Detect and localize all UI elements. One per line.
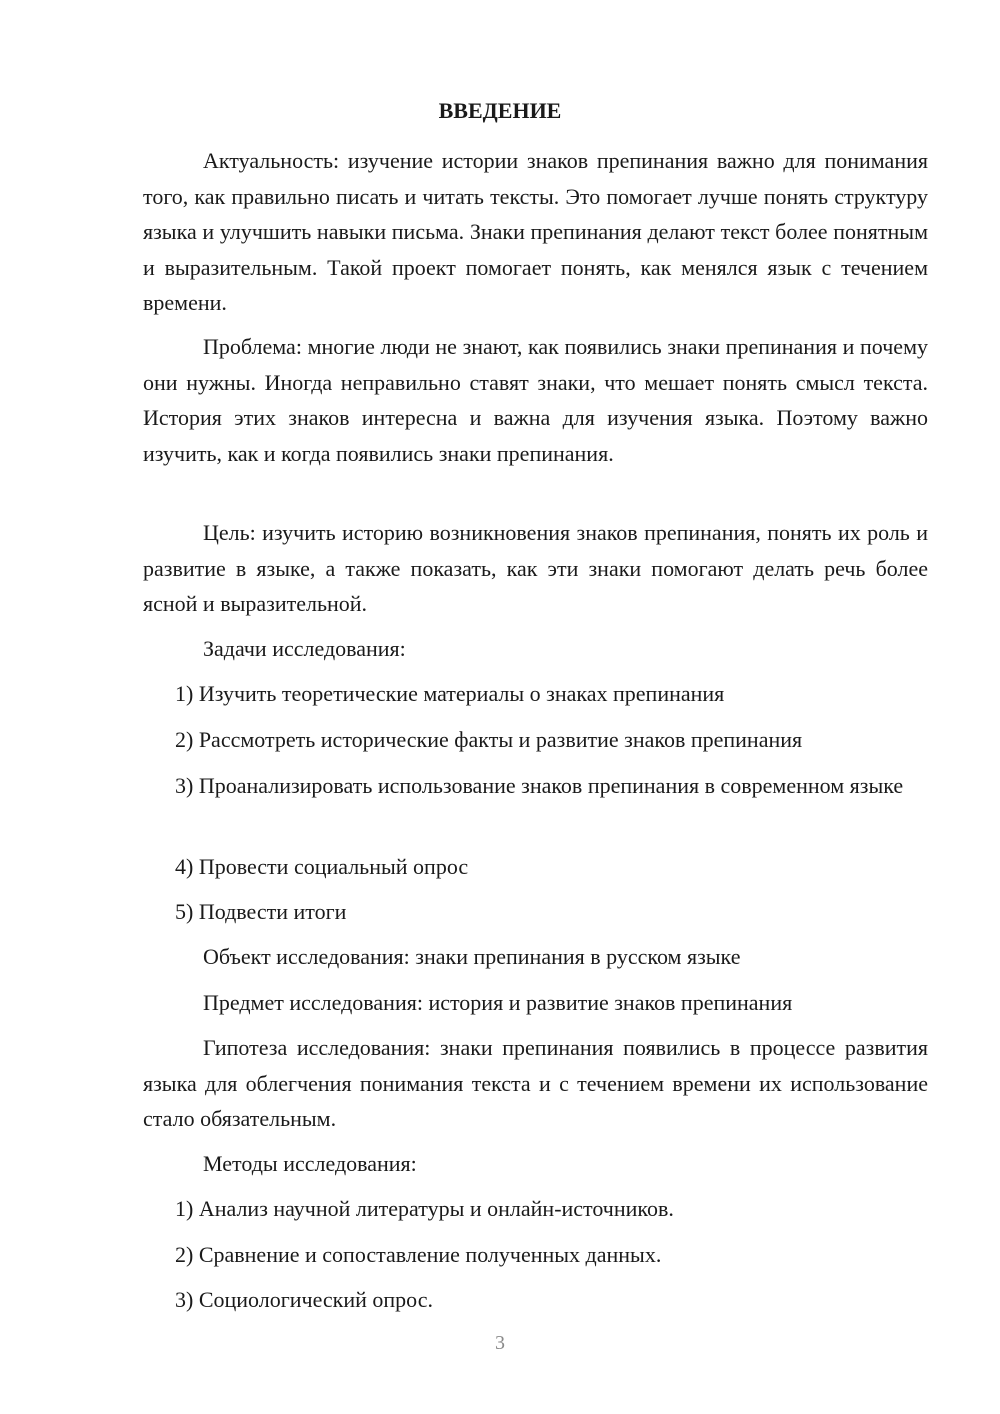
problem-paragraph: Проблема: многие люди не знают, как появились знаки препинания и почему они нужны. Иногда неправильно ставят знаки, что мешает понять смысл текста. История этих знаков интересна и важна для изучения языка. Поэтому важно изучить, как и когда появились знаки препинания. <box>143 334 928 466</box>
tasks-heading: Задачи исследования: <box>203 636 406 661</box>
task-item: 3) Проанализировать использование знаков препинания в современном языке <box>175 773 904 798</box>
relevance-paragraph: Актуальность: изучение истории знаков препинания важно для понимания того, как правильно писать и читать тексты. Это помогает лучше понять структуру языка и улучшить навыки письма. Знаки препинания делают текст более понятным и выразительным. Такой проект помогает понять, как менялся язык с течением времени. <box>143 148 928 315</box>
page-number: 3 <box>495 1332 505 1354</box>
method-item: 3) Социологический опрос. <box>175 1287 433 1312</box>
task-item: 5) Подвести итоги <box>175 899 347 924</box>
task-item: 2) Рассмотреть исторические факты и развитие знаков препинания <box>175 727 803 752</box>
methods-heading: Методы исследования: <box>203 1151 417 1176</box>
task-item: 1) Изучить теоретические материалы о знаках препинания <box>175 681 725 706</box>
page-title: ВВЕДЕНИЕ <box>438 98 562 123</box>
object-paragraph: Объект исследования: знаки препинания в русском языке <box>203 944 741 969</box>
task-item: 4) Провести социальный опрос <box>175 854 469 879</box>
goal-paragraph: Цель: изучить историю возникновения знаков препинания, понять их роль и развитие в языке, а также показать, как эти знаки помогают делать речь более ясной и выразительной. <box>143 520 928 616</box>
method-item: 1) Анализ научной литературы и онлайн-источников. <box>175 1196 674 1221</box>
subject-paragraph: Предмет исследования: история и развитие знаков препинания <box>203 990 793 1015</box>
method-item: 2) Сравнение и сопоставление полученных данных. <box>175 1242 662 1267</box>
hypothesis-paragraph: Гипотеза исследования: знаки препинания появились в процессе развития языка для облегчения понимания текста и с течением времени их использование стало обязательным. <box>143 1035 928 1131</box>
